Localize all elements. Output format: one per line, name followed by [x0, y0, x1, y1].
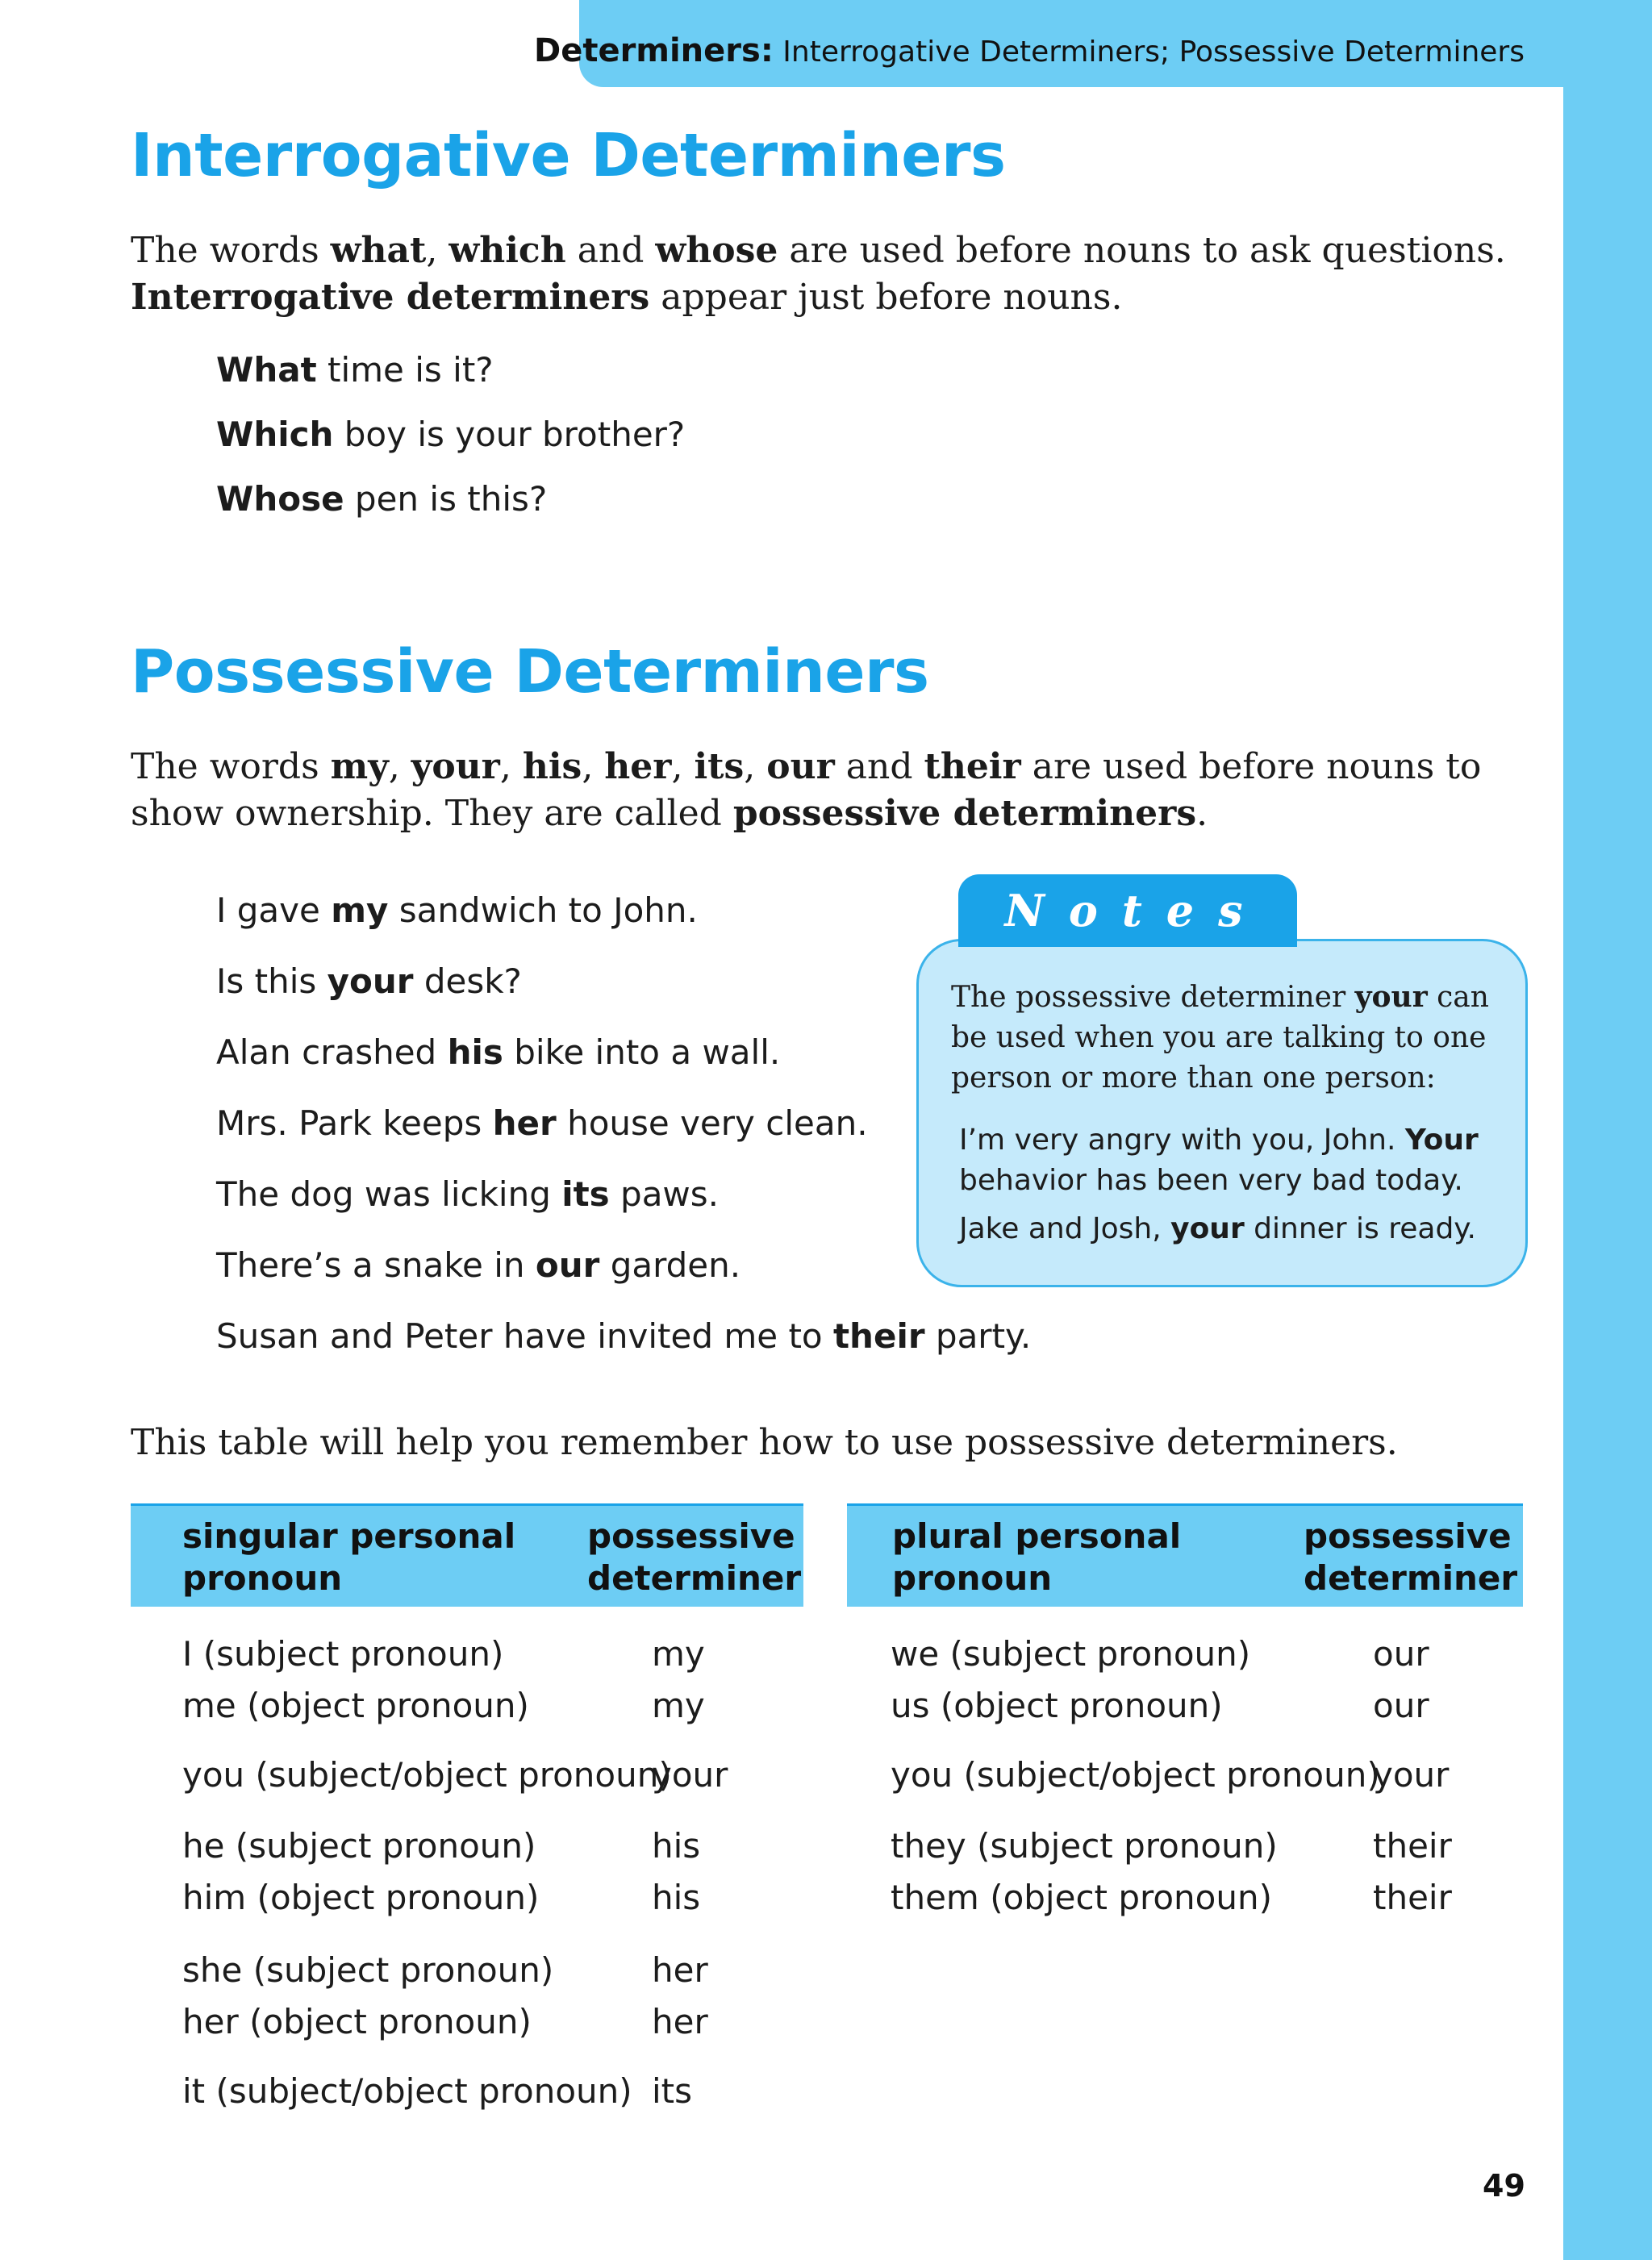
- table-left-header-col2: possessive determiner: [587, 1516, 802, 1598]
- notes-text-part: can be used when you are talking to one person or more than one person:: [951, 981, 1489, 1095]
- possessive-example: [216, 890, 698, 930]
- table-left-determiner: his: [652, 1826, 701, 1866]
- intro-bold: which: [448, 230, 566, 271]
- running-header-text: [534, 32, 1525, 69]
- notes-example-text: dinner is ready.: [1244, 1212, 1476, 1245]
- side-color-band: [1563, 0, 1652, 2260]
- example-keyword: your: [327, 961, 414, 1001]
- interrogative-example: [216, 479, 547, 519]
- table-right-pronoun: we (subject pronoun): [891, 1634, 1251, 1674]
- notes-example-text: behavior has been very bad today.: [959, 1164, 1463, 1197]
- notes-tab: Notes: [958, 874, 1297, 947]
- example-keyword: our: [535, 1245, 600, 1285]
- example-text: Susan and Peter have invited me to: [216, 1316, 833, 1356]
- table-left-pronoun: me (object pronoun): [182, 1686, 529, 1725]
- example-text: bike into a wall.: [503, 1032, 781, 1072]
- possessive-example: [216, 1245, 740, 1285]
- table-left-header: [131, 1503, 803, 1607]
- notes-example-keyword: your: [1170, 1212, 1245, 1245]
- table-left-pronoun: she (subject pronoun): [182, 1950, 554, 1990]
- example-text: I gave: [216, 890, 332, 930]
- possessive-example: [216, 1174, 719, 1214]
- table-left-determiner: his: [652, 1878, 701, 1917]
- notes-text-part: The possessive determiner: [951, 981, 1355, 1014]
- intro-bold: your: [411, 746, 500, 787]
- notes-example: [959, 1209, 1508, 1249]
- table-right-determiner: our: [1373, 1634, 1429, 1674]
- intro-text: ,: [671, 746, 695, 787]
- table-right-header-col2: possessive determiner: [1304, 1516, 1518, 1598]
- example-keyword: Which: [216, 415, 334, 454]
- header-bold: Determiners:: [533, 32, 774, 69]
- example-text: garden.: [599, 1245, 741, 1285]
- section-title-possessive: Possessive Determiners: [131, 637, 929, 707]
- intro-text: are used before nouns to show ownership. They are called: [131, 746, 1482, 834]
- notes-example-text: I’m very angry with you, John.: [959, 1124, 1405, 1157]
- example-keyword: its: [561, 1174, 610, 1214]
- intro-text: and: [565, 230, 656, 271]
- example-text: party.: [924, 1316, 1032, 1356]
- table-right-header: [847, 1503, 1523, 1607]
- table-right-pronoun: you (subject/object pronoun): [891, 1755, 1380, 1795]
- example-text: Alan crashed: [216, 1032, 448, 1072]
- intro-text: and: [834, 746, 924, 787]
- intro-bold: his: [522, 746, 582, 787]
- example-text: The dog was licking: [216, 1174, 562, 1214]
- notes-example-keyword: Your: [1404, 1124, 1479, 1157]
- example-keyword: What: [216, 350, 317, 390]
- table-left-determiner: my: [652, 1634, 705, 1674]
- intro-bold: their: [924, 746, 1021, 787]
- intro-bold: her: [604, 746, 672, 787]
- table-right-pronoun: they (subject pronoun): [891, 1826, 1278, 1866]
- header-rest: Interrogative Determiners; Possessive Determiners: [782, 35, 1525, 69]
- table-left-pronoun: you (subject/object pronoun): [182, 1755, 672, 1795]
- table-left-pronoun: him (object pronoun): [182, 1878, 540, 1917]
- table-right-header-col1: plural personal pronoun: [892, 1516, 1182, 1598]
- example-text: sandwich to John.: [388, 890, 698, 930]
- table-left-pronoun: I (subject pronoun): [182, 1634, 504, 1674]
- intro-bold: its: [694, 746, 745, 787]
- table-right-pronoun: them (object pronoun): [891, 1878, 1272, 1917]
- example-text: house very clean.: [556, 1103, 868, 1143]
- intro-bold: whose: [655, 230, 778, 271]
- example-text: Mrs. Park keeps: [216, 1103, 493, 1143]
- example-text: time is it?: [316, 350, 494, 390]
- table-left-determiner: its: [652, 2071, 693, 2111]
- table-right-determiner: your: [1373, 1755, 1450, 1795]
- intro-text: The words: [131, 746, 331, 787]
- page-number: 49: [1483, 2168, 1525, 2204]
- intro-bold: our: [766, 746, 835, 787]
- possessive-example: [216, 1316, 1031, 1356]
- possessive-example: [216, 961, 522, 1001]
- intro-bold: what: [330, 230, 427, 271]
- section-title-interrogative: Interrogative Determiners: [131, 121, 1006, 190]
- intro-text: ,: [582, 746, 605, 787]
- intro-text: .: [1196, 793, 1208, 834]
- example-text: paws.: [609, 1174, 720, 1214]
- interrogative-example: [216, 350, 494, 390]
- notes-example: [959, 1120, 1508, 1201]
- intro-bold: Interrogative determiners: [131, 277, 650, 318]
- intro-text: appear just before nouns.: [649, 277, 1123, 318]
- example-keyword: her: [492, 1103, 557, 1143]
- intro-text: ,: [744, 746, 767, 787]
- intro-text: ,: [499, 746, 523, 787]
- table-intro: This table will help you remember how to use possessive determiners.: [131, 1422, 1398, 1463]
- example-keyword: Whose: [216, 479, 344, 519]
- table-left-determiner: my: [652, 1686, 705, 1725]
- table-left-pronoun: her (object pronoun): [182, 2002, 532, 2041]
- intro-bold: my: [330, 746, 389, 787]
- notes-box: [916, 939, 1528, 1287]
- table-left-determiner: her: [652, 1950, 708, 1990]
- table-left-determiner: your: [652, 1755, 728, 1795]
- example-keyword: my: [331, 890, 389, 930]
- example-text: Is this: [216, 961, 327, 1001]
- interrogative-example: [216, 415, 685, 454]
- possessive-intro: [131, 744, 1518, 837]
- intro-bold: possessive determiners: [732, 793, 1197, 834]
- table-right-determiner: their: [1373, 1826, 1452, 1866]
- table-left-pronoun: he (subject pronoun): [182, 1826, 536, 1866]
- running-header: [533, 0, 1652, 87]
- example-text: desk?: [413, 961, 522, 1001]
- notes-bold: your: [1354, 980, 1428, 1014]
- intro-text: are used before nouns to ask questions.: [778, 230, 1506, 271]
- table-right-determiner: their: [1373, 1878, 1452, 1917]
- table-right-pronoun: us (object pronoun): [891, 1686, 1223, 1725]
- table-left-pronoun: it (subject/object pronoun): [182, 2071, 632, 2111]
- intro-text: ,: [426, 230, 449, 271]
- example-text: There’s a snake in: [216, 1245, 536, 1285]
- notes-example-text: Jake and Josh,: [959, 1212, 1171, 1245]
- table-left-determiner: her: [652, 2002, 708, 2041]
- table-right-determiner: our: [1373, 1686, 1429, 1725]
- notes-text: [951, 977, 1500, 1099]
- example-text: boy is your brother?: [333, 415, 686, 454]
- intro-text: ,: [388, 746, 411, 787]
- possessive-example: [216, 1103, 868, 1143]
- intro-text: The words: [131, 230, 331, 271]
- example-keyword: his: [447, 1032, 503, 1072]
- example-keyword: their: [832, 1316, 925, 1356]
- table-left-header-col1: singular personal pronoun: [182, 1516, 516, 1598]
- possessive-example: [216, 1032, 780, 1072]
- example-text: pen is this?: [344, 479, 548, 519]
- interrogative-intro: [131, 227, 1518, 321]
